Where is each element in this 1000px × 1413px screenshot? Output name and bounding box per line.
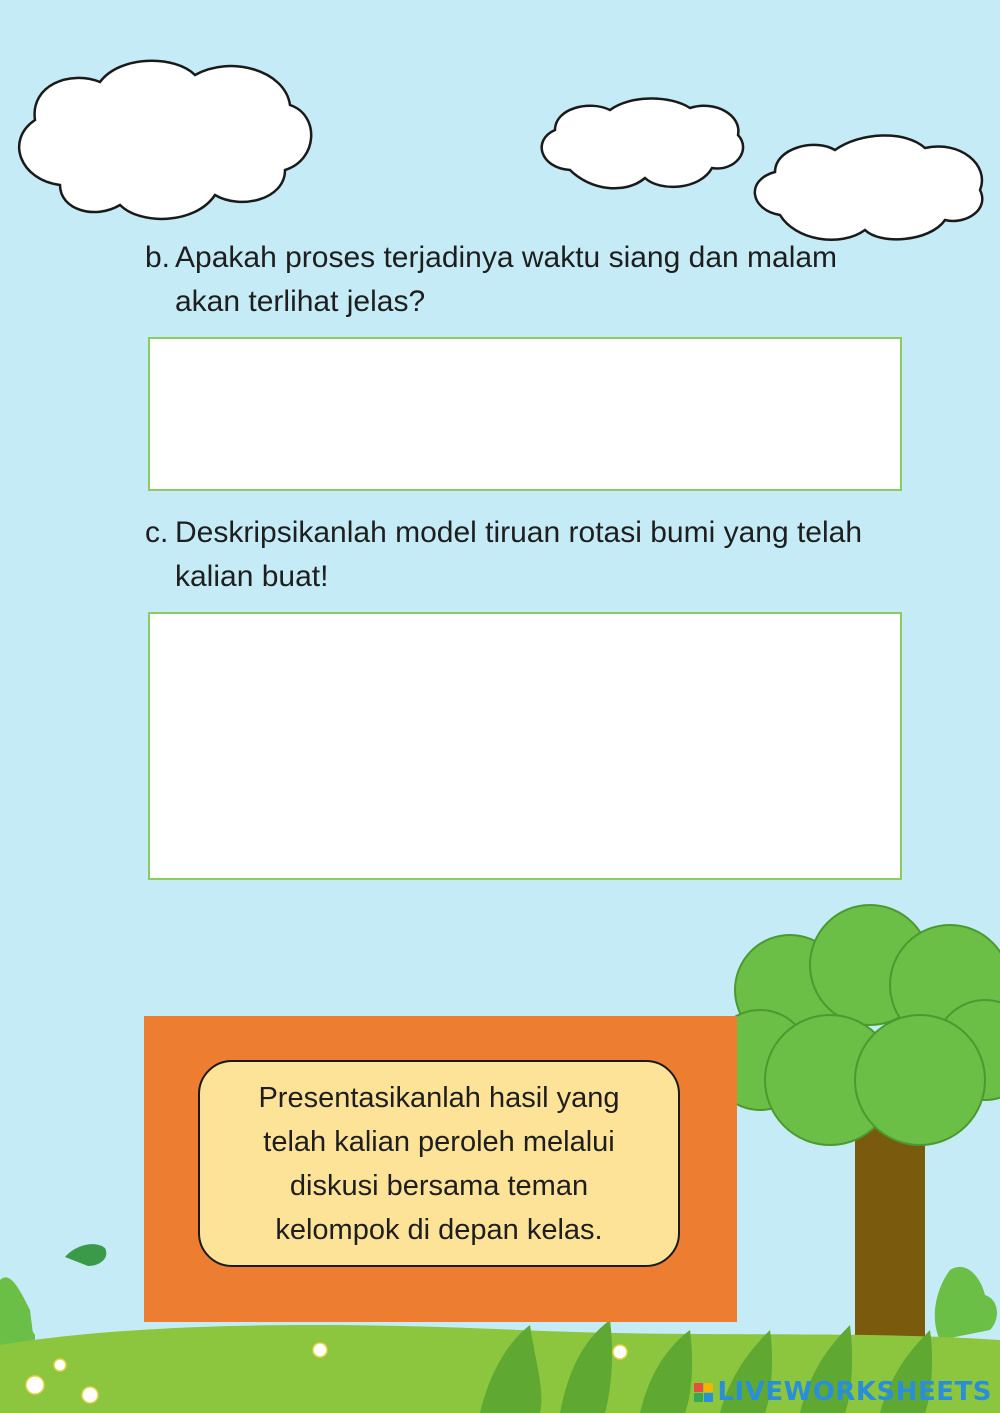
cloud-right bbox=[755, 135, 982, 239]
watermark-text: LIVEWORKSHEETS bbox=[717, 1377, 992, 1407]
small-bird bbox=[65, 1244, 106, 1266]
bush-right bbox=[935, 1267, 997, 1340]
instruction-note bbox=[198, 1060, 680, 1267]
liveworksheets-logo-icon bbox=[694, 1383, 713, 1402]
watermark bbox=[694, 1377, 992, 1407]
question-c bbox=[145, 511, 905, 599]
question-c-text: Deskripsikanlah model tiruan rotasi bumi yang telah kalian buat! bbox=[175, 516, 863, 593]
instruction-text: Presentasikanlah hasil yang telah kalian peroleh melalui diskusi bersama teman kelompok di depan kelas. bbox=[258, 1081, 620, 1246]
question-c-letter: c. bbox=[145, 516, 169, 549]
answer-box-c[interactable] bbox=[148, 612, 902, 880]
cloud-middle bbox=[542, 98, 743, 188]
cloud-left bbox=[19, 61, 311, 219]
question-b bbox=[145, 236, 905, 324]
question-b-text: Apakah proses terjadinya waktu siang dan malam akan terlihat jelas? bbox=[175, 241, 838, 318]
question-b-letter: b. bbox=[145, 241, 171, 274]
answer-box-b[interactable] bbox=[148, 337, 902, 491]
